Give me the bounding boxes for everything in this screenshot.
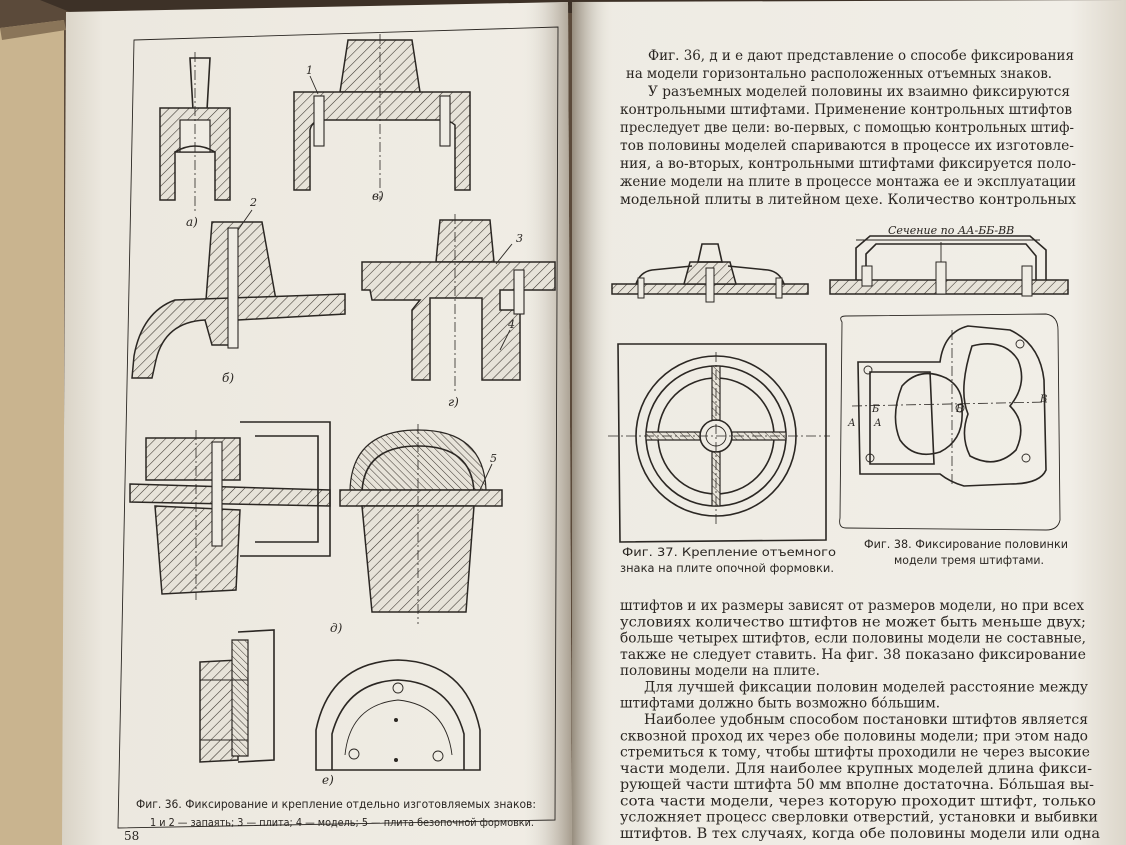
text-line: части модели. Для наиболее крупных моделей длина фикси-: [620, 760, 1092, 777]
section-label: Сечение по АА-ББ-ВВ: [888, 224, 1015, 237]
part-number-4: 4: [508, 318, 515, 331]
text-line: штифтами должно быть возможно бо́льшим.: [620, 695, 940, 712]
figure-36-caption-title: Фиг. 36. Фиксирование и крепление отдельно изготовляемых знаков:: [136, 797, 536, 811]
text-line: сквозной проход их через обе половины модели; при этом надо: [620, 728, 1088, 745]
text-line: жение модели на плите в процессе монтажа ее и эксплуатации: [620, 174, 1076, 190]
text-line: условиях количество штифтов не может быть меньше двух;: [620, 614, 1086, 631]
text-line: тов половины моделей спариваются в процессе их изготовле-: [620, 138, 1074, 154]
text-line: усложняет процесс сверловки отверстий, установки и выбивки: [620, 809, 1098, 826]
text-line: У разъемных моделей половины их взаимно фиксируются: [648, 84, 1070, 100]
text-line: на модели горизонтально расположенных отъемных знаков.: [626, 66, 1052, 82]
label-b: б): [222, 371, 235, 385]
plan-letter: В: [1040, 394, 1048, 405]
text-line: контрольными штифтами. Применение контрольных штифтов: [620, 102, 1073, 118]
part-number-5: 5: [490, 452, 497, 465]
label-d: д): [330, 621, 343, 635]
caption-line: Фиг. 38. Фиксирование половинки: [864, 538, 1068, 551]
text-line: штифтов и их размеры зависят от размеров модели, но при всех: [620, 598, 1085, 614]
text-line: половины модели на плите.: [620, 663, 820, 680]
caption-line: Фиг. 37. Крепление отъемного: [622, 546, 837, 559]
plan-letter: Б: [956, 404, 964, 415]
text-line: рующей части штифта 50 мм вполне достаточна. Бо́льшая вы-: [620, 777, 1094, 794]
text-line: также не следует ставить. На фиг. 38 показано фиксирование: [620, 646, 1086, 663]
plan-letter: А: [848, 418, 856, 429]
label-v: в): [372, 189, 384, 203]
text-line: модельной плиты в литейном цехе. Количество контрольных: [620, 192, 1077, 208]
text-line: Наиболее удобным способом постановки штифтов является: [644, 712, 1088, 728]
paragraph-top: [620, 48, 1076, 208]
label-g: г): [448, 395, 459, 409]
label-a: а): [186, 215, 198, 229]
text-line: Фиг. 36, д и е дают представление о способе фиксирования: [648, 48, 1074, 64]
text-line-cut: штифтов. В тех случаях, когда обе половины модели или одна: [620, 826, 1100, 842]
plan-letter: Б: [872, 404, 880, 415]
label-e: е): [322, 773, 334, 787]
paragraph-bottom: [620, 598, 1098, 826]
part-number-3: 3: [516, 232, 523, 245]
text-line: больше четырех штифтов, если половины модели не составные,: [620, 630, 1086, 647]
page-number: 58: [124, 829, 140, 843]
part-number-2: 2: [250, 196, 257, 209]
caption-line: знака на плите опочной формовки.: [620, 562, 834, 575]
caption-line: модели тремя штифтами.: [894, 554, 1044, 567]
text-line: преследует две цели: во-первых, с помощью контрольных штиф-: [620, 120, 1074, 136]
plan-letter: А: [874, 418, 882, 429]
text-line: сота части модели, через которую проходит штифт, только: [620, 793, 1096, 810]
part-number-1: 1: [306, 64, 313, 77]
text-line: Для лучшей фиксации половин моделей расстояние между: [644, 679, 1088, 696]
figure-36-caption-legend: 1 и 2 — запаять; 3 — плита; 4 — модель; 5 — плита безопочной формовки.: [150, 817, 534, 829]
text-line: ния, а во-вторых, контрольными штифтами фиксируется поло-: [620, 156, 1076, 172]
text-line: стремиться к тому, чтобы штифты проходили не через высокие: [620, 744, 1090, 761]
